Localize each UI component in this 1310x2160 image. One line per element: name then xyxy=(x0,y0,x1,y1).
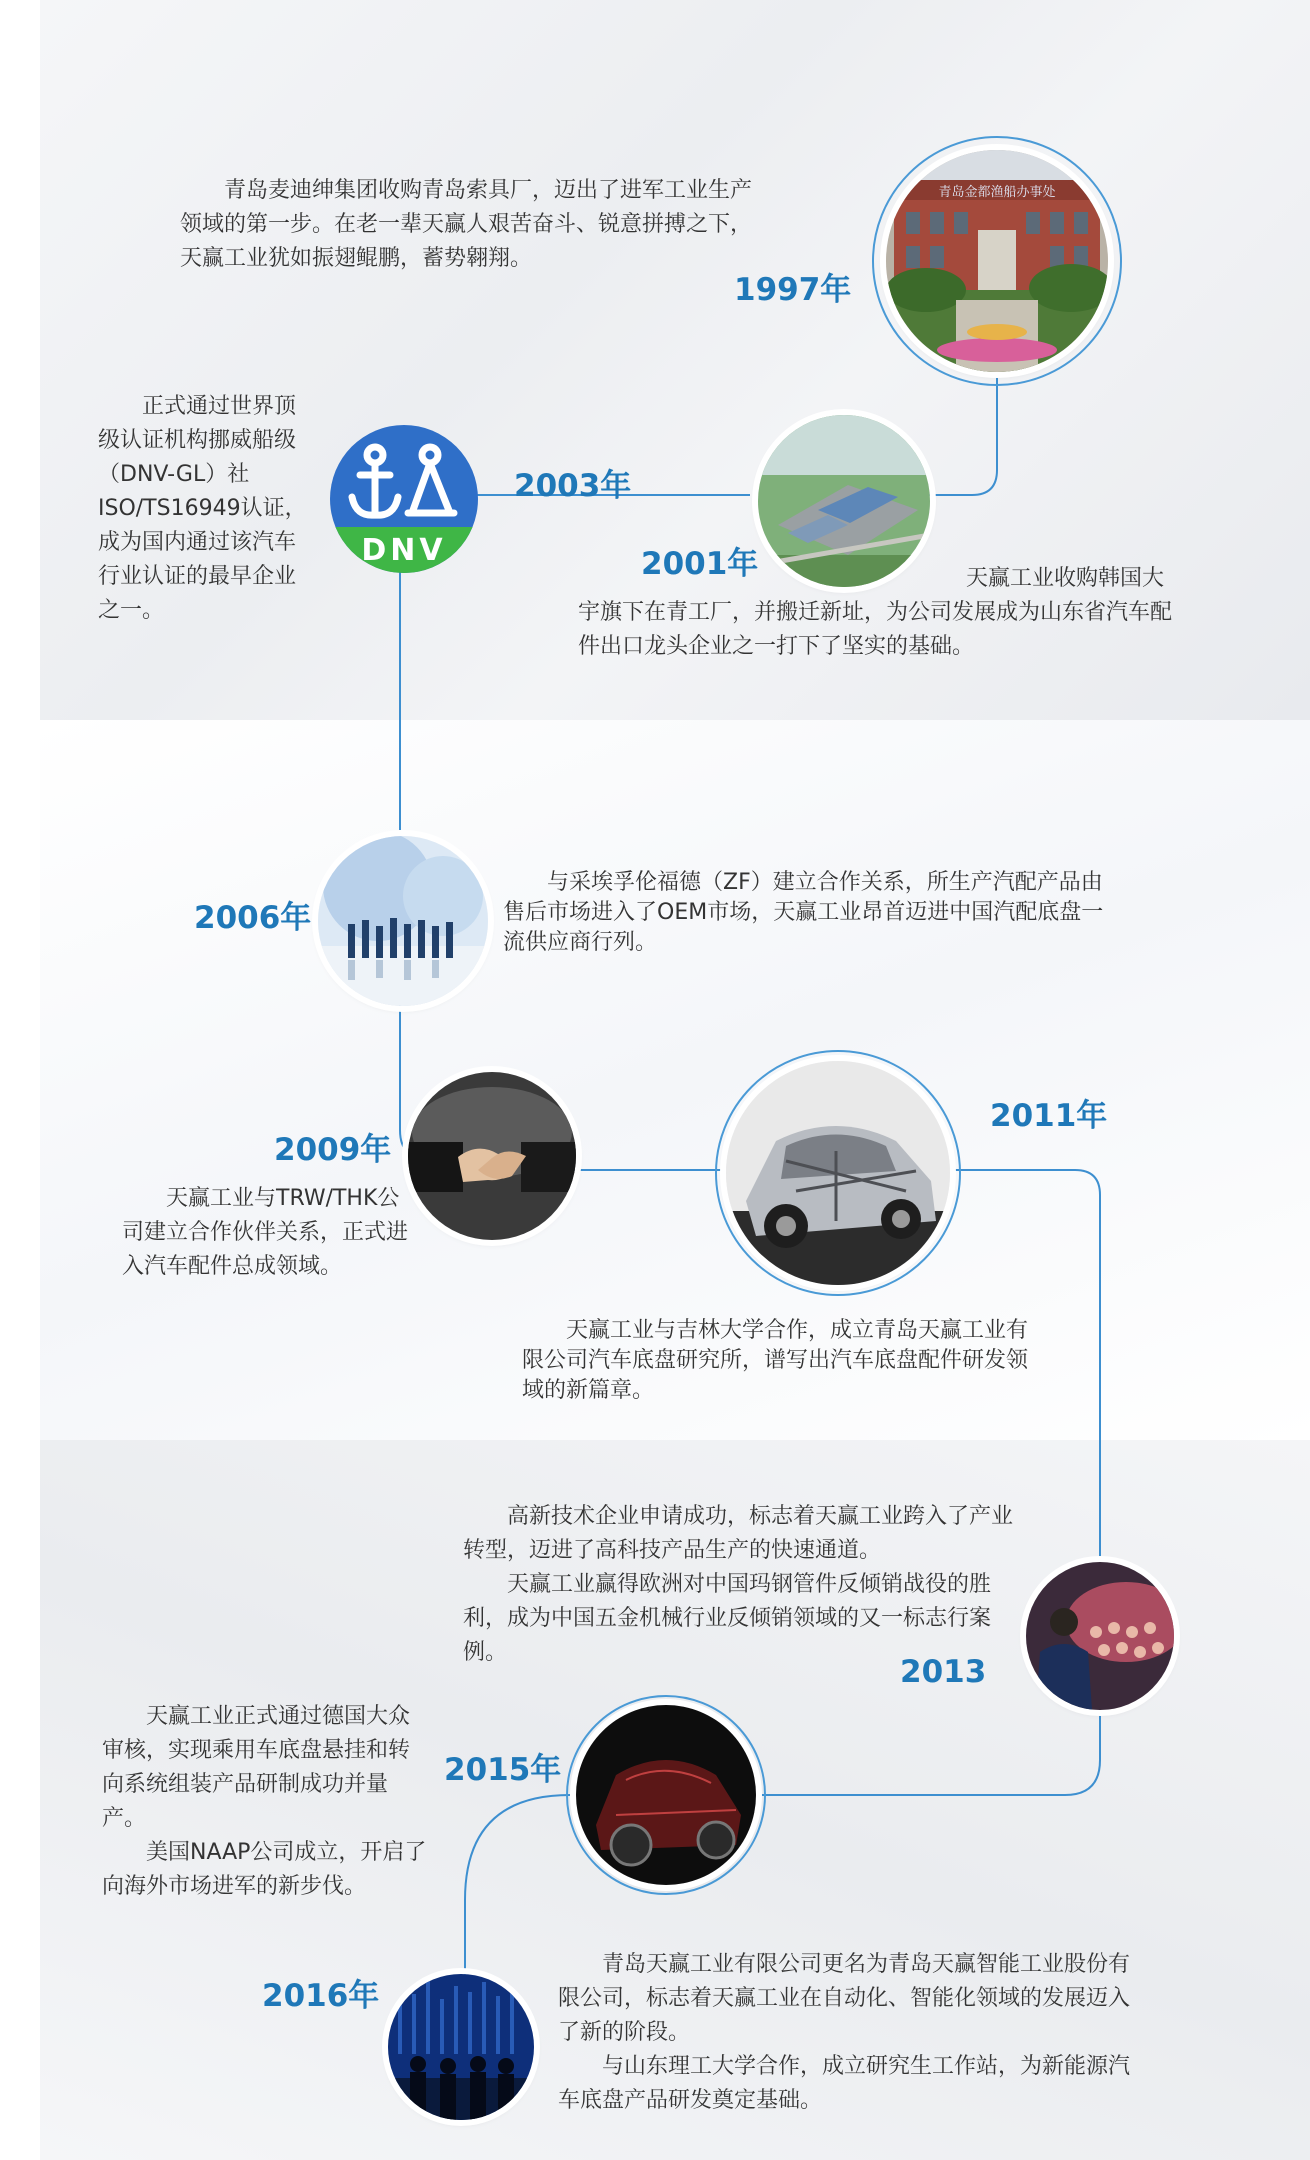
entry-2003-logo xyxy=(330,425,478,573)
entry-1997-photo xyxy=(886,150,1108,372)
entry-2011-paragraph: 天赢工业与吉林大学合作，成立青岛天赢工业有限公司汽车底盘研究所，谱写出汽车底盘配件研发领域的新篇章。 xyxy=(522,1318,1029,1403)
entry-2016-text xyxy=(558,1948,1148,2118)
entry-2006-text xyxy=(503,868,1115,958)
entry-2001-year: 2001年 xyxy=(641,546,759,582)
entry-2015-year: 2015年 xyxy=(444,1752,562,1788)
entry-2009-paragraph: 天赢工业与TRW/THK公司建立合作伙伴关系，正式进入汽车配件总成领域。 xyxy=(122,1186,409,1279)
building-sign: 青岛金都渔船办事处 xyxy=(938,185,1056,200)
conference-audience-image xyxy=(1026,1562,1174,1710)
connector-2013-2015 xyxy=(760,1700,1100,1795)
dnv-anchor-logo xyxy=(330,425,478,573)
entry-2011-year: 2011年 xyxy=(990,1098,1108,1134)
factory-building-image xyxy=(886,150,1108,372)
entry-2016-paragraph-2: 与山东理工大学合作，成立研究生工作站，为新能源汽车底盘产品研发奠定基础。 xyxy=(558,2054,1131,2113)
entry-2016-year: 2016年 xyxy=(262,1978,380,2014)
entry-2015-photo xyxy=(576,1705,756,1885)
entry-2013-text xyxy=(463,1500,1018,1670)
entry-2015-paragraph-1: 天赢工业正式通过德国大众审核，实现乘用车底盘悬挂和转向系统组装产品研制成功并量产。 xyxy=(102,1704,411,1831)
entry-2011-text xyxy=(522,1316,1037,1406)
entry-2015-text xyxy=(102,1700,427,1904)
entry-2009-year: 2009年 xyxy=(274,1132,392,1168)
entry-2001-text xyxy=(578,562,1174,664)
entry-2003-text xyxy=(98,390,316,628)
entry-2013-paragraph-2: 天赢工业赢得欧洲对中国玛钢管件反倾销战役的胜利，成为中国五金机械行业反倾销领域的又一标志行案例。 xyxy=(463,1572,992,1665)
entry-2006-paragraph: 与采埃孚伦福德（ZF）建立合作关系，所生产汽配产品由售后市场进入了OEM市场，天赢工业昂首迈进中国汽配底盘一流供应商行列。 xyxy=(503,870,1104,955)
entry-2006-year: 2006年 xyxy=(194,900,312,936)
car-chassis-image xyxy=(726,1061,950,1285)
handshake-image xyxy=(408,1072,576,1240)
entry-2003-paragraph: 正式通过世界顶级认证机构挪威船级（DNV-GL）社ISO/TS16949认证，成为国内通过该汽车行业认证的最早企业之一。 xyxy=(98,394,307,623)
connector-2015-2016 xyxy=(465,1795,570,1990)
entry-2015-paragraph-2: 美国NAAP公司成立，开启了向海外市场进军的新步伐。 xyxy=(102,1840,427,1899)
entry-2003-year: 2003年 xyxy=(514,468,632,504)
entry-2016-paragraph-1: 青岛天赢工业有限公司更名为青岛天赢智能工业股份有限公司，标志着天赢工业在自动化、智能化领域的发展迈入了新的阶段。 xyxy=(558,1952,1131,2045)
business-handshake-data-image xyxy=(388,1974,534,2120)
business-people-globe-image xyxy=(318,836,488,1006)
entry-2006-photo xyxy=(318,836,488,1006)
entry-1997-text xyxy=(180,174,765,276)
entry-2016-photo xyxy=(388,1974,534,2120)
entry-1997-paragraph: 青岛麦迪绅集团收购青岛索具厂，迈出了进军工业生产领域的第一步。在老一辈天赢人艰苦奋斗、锐意拼搏之下，天赢工业犹如振翅鲲鹏，蓄势翱翔。 xyxy=(180,178,753,271)
dnv-logo-text: DNV xyxy=(361,533,447,568)
entry-2013-paragraph-1: 高新技术企业申请成功，标志着天赢工业跨入了产业转型，迈进了高科技产品生产的快速通道。 xyxy=(463,1504,1014,1563)
entry-2011-photo xyxy=(726,1061,950,1285)
entry-2013-year: 2013 xyxy=(900,1654,987,1690)
entry-2013-photo xyxy=(1026,1562,1174,1710)
entry-2009-photo xyxy=(408,1072,576,1240)
car-xray-image xyxy=(576,1705,756,1885)
entry-1997-year: 1997年 xyxy=(734,272,852,308)
entry-2001-paragraph: 天赢工业收购韩国大宇旗下在青工厂，并搬迁新址，为公司发展成为山东省汽车配件出口龙头企业之一打下了坚实的基础。 xyxy=(578,566,1173,659)
entry-2009-text xyxy=(122,1182,420,1284)
